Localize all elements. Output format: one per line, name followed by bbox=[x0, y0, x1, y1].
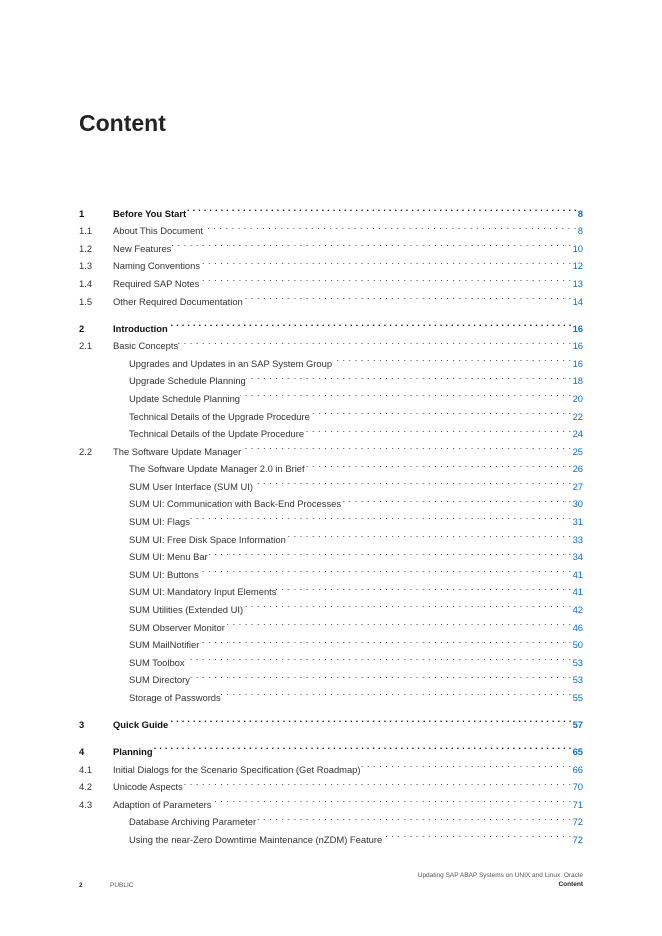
dot-leader bbox=[341, 490, 572, 508]
toc-entry-label: SUM UI: Free Disk Space Information bbox=[129, 533, 286, 545]
dot-leader bbox=[183, 773, 572, 791]
toc-entry-page-link[interactable]: 18 bbox=[572, 375, 583, 387]
dot-leader bbox=[241, 437, 571, 455]
dot-leader bbox=[305, 455, 572, 473]
dot-leader bbox=[171, 234, 571, 252]
toc-entry-label: SUM Directory bbox=[129, 674, 190, 686]
toc-entry-page-link[interactable]: 34 bbox=[572, 551, 583, 563]
toc-entry-page-link[interactable]: 12 bbox=[572, 260, 583, 272]
dot-leader bbox=[168, 314, 572, 332]
dot-leader bbox=[221, 683, 572, 701]
toc-entry-label: Technical Details of the Update Procedure bbox=[129, 428, 305, 440]
toc-entry-label: Quick Guide bbox=[113, 719, 169, 730]
footer-page-number: 2 bbox=[79, 882, 83, 889]
dot-leader bbox=[225, 613, 572, 631]
dot-leader bbox=[243, 287, 572, 305]
toc-entry-label: The Software Update Manager bbox=[113, 445, 242, 457]
dot-leader bbox=[304, 420, 571, 438]
dot-leader bbox=[168, 710, 571, 728]
toc-entry-page-link[interactable]: 41 bbox=[572, 568, 583, 580]
toc-entry-page-link[interactable]: 14 bbox=[572, 295, 583, 307]
toc-entry-page-link[interactable]: 26 bbox=[572, 463, 583, 475]
toc-entry-label: Initial Dialogs for the Scenario Specification (Get Roadmap) bbox=[113, 763, 361, 775]
toc-entry-label: Technical Details of the Upgrade Procedure bbox=[129, 410, 310, 422]
toc-entry-page-link[interactable]: 24 bbox=[572, 428, 583, 440]
toc-entry-page-link[interactable]: 53 bbox=[572, 656, 583, 668]
toc-entry-page-link[interactable]: 20 bbox=[572, 392, 583, 404]
toc-entry-number: 1.2 bbox=[79, 242, 93, 254]
toc-entry-label: SUM Observer Monitor bbox=[129, 621, 225, 633]
toc-entry-number: 4 bbox=[79, 745, 85, 757]
toc-entry-page-link[interactable]: 41 bbox=[572, 586, 583, 598]
dot-leader bbox=[332, 349, 571, 367]
toc-entry-page-link[interactable]: 72 bbox=[572, 816, 583, 828]
dot-leader bbox=[310, 402, 572, 420]
toc-entry-label: SUM UI: Buttons bbox=[129, 568, 199, 580]
toc-entry-page-link[interactable]: 70 bbox=[572, 781, 583, 793]
toc-entry-page-link[interactable]: 55 bbox=[572, 692, 583, 704]
toc-entry-number: 2.1 bbox=[79, 340, 93, 352]
toc-entry-label: Naming Conventions bbox=[113, 260, 201, 272]
toc-entry[interactable] bbox=[79, 314, 583, 332]
toc-entry-label: SUM UI: Mandatory Input Elements bbox=[129, 586, 277, 598]
toc-entry-label: Adaption of Parameters bbox=[113, 798, 212, 810]
footer-document-title: Updating SAP ABAP Systems on UNIX and Linux: Oracle bbox=[417, 872, 583, 879]
dot-leader bbox=[178, 332, 571, 350]
toc-entry[interactable] bbox=[79, 755, 583, 773]
dot-leader bbox=[199, 631, 571, 649]
toc-entry-page-link[interactable]: 10 bbox=[572, 242, 583, 254]
toc-entry-label: Other Required Documentation bbox=[113, 295, 243, 307]
toc-entry[interactable] bbox=[79, 737, 583, 755]
dot-leader bbox=[256, 808, 571, 826]
toc-entry-label: Planning bbox=[113, 745, 153, 757]
toc-entry-page-link[interactable]: 16 bbox=[572, 357, 583, 369]
toc-entry-number: 2.2 bbox=[79, 445, 93, 457]
toc-entry-number: 1.4 bbox=[79, 277, 93, 289]
toc-entry-label: Database Archiving Parameter bbox=[129, 816, 257, 828]
dot-leader bbox=[208, 543, 572, 561]
toc-entry-label: New Features bbox=[113, 242, 172, 254]
toc-entry-label: Upgrades and Updates in an SAP System Group bbox=[129, 357, 333, 369]
toc-entry-label: SUM Utilities (Extended UI) bbox=[129, 604, 244, 616]
toc-entry-page-link[interactable]: 46 bbox=[572, 621, 583, 633]
toc-entry-number: 1.5 bbox=[79, 295, 93, 307]
toc-entry-label: SUM UI: Communication with Back-End Processes bbox=[129, 498, 342, 510]
dot-leader bbox=[186, 199, 577, 217]
dot-leader bbox=[200, 252, 572, 270]
dot-leader bbox=[203, 217, 577, 235]
footer-classification: PUBLIC bbox=[110, 882, 134, 889]
toc-entry-label: Unicode Aspects bbox=[113, 781, 183, 793]
toc-entry-page-link[interactable]: 8 bbox=[577, 207, 583, 219]
table-of-contents bbox=[79, 199, 583, 843]
toc-entry-label: Before You Start bbox=[113, 207, 187, 219]
dot-leader bbox=[243, 595, 571, 613]
toc-entry-label: Using the near-Zero Downtime Maintenance (nZDM) Feature bbox=[129, 833, 383, 845]
toc-entry-label: SUM MailNotifier bbox=[129, 639, 200, 651]
dot-leader bbox=[190, 507, 572, 525]
toc-entry-number: 1.3 bbox=[79, 260, 93, 272]
toc-entry-page-link[interactable]: 25 bbox=[572, 445, 583, 457]
toc-entry-page-link[interactable]: 27 bbox=[572, 480, 583, 492]
toc-entry-label: SUM UI: Flags bbox=[129, 516, 190, 528]
dot-leader bbox=[240, 384, 572, 402]
toc-entry-page-link[interactable]: 42 bbox=[572, 604, 583, 616]
footer-section: Content bbox=[558, 881, 583, 888]
toc-entry-label: Storage of Passwords bbox=[129, 692, 221, 704]
toc-entry-label: The Software Update Manager 2.0 in Brief bbox=[129, 463, 305, 475]
dot-leader bbox=[185, 648, 572, 666]
toc-entry-label: Introduction bbox=[113, 322, 168, 334]
toc-entry-label: Update Schedule Planning bbox=[129, 392, 241, 404]
dot-leader bbox=[361, 755, 572, 773]
dot-leader bbox=[199, 560, 572, 578]
toc-entry-number: 4.2 bbox=[79, 781, 93, 793]
toc-entry-page-link[interactable]: 22 bbox=[572, 410, 583, 422]
toc-entry[interactable] bbox=[79, 710, 583, 728]
toc-entry-page-link[interactable]: 8 bbox=[577, 225, 583, 237]
toc-entry-page-link[interactable]: 16 bbox=[572, 340, 583, 352]
dot-leader bbox=[382, 825, 571, 843]
toc-entry[interactable] bbox=[79, 199, 583, 217]
dot-leader bbox=[286, 525, 572, 543]
dot-leader bbox=[212, 790, 572, 808]
toc-entry-page-link[interactable]: 65 bbox=[572, 745, 583, 757]
toc-entry-label: Basic Concepts bbox=[113, 340, 179, 352]
toc-entry-number: 1.1 bbox=[79, 225, 93, 237]
toc-entry-label: About This Document bbox=[113, 225, 203, 237]
toc-entry-label: SUM User Interface (SUM UI) bbox=[129, 480, 253, 492]
toc-entry-page-link[interactable]: 33 bbox=[572, 533, 583, 545]
toc-entry-label: Required SAP Notes bbox=[113, 277, 200, 289]
toc-entry-number: 3 bbox=[79, 719, 85, 730]
toc-entry-label: SUM Toolbox bbox=[129, 656, 185, 668]
toc-entry-number: 4.3 bbox=[79, 798, 93, 810]
toc-entry-label: Upgrade Schedule Planning bbox=[129, 375, 246, 387]
dot-leader bbox=[276, 578, 571, 596]
toc-entry-page-link[interactable]: 53 bbox=[572, 674, 583, 686]
dot-leader bbox=[246, 367, 572, 385]
page-title: Content bbox=[79, 110, 166, 136]
toc-entry-number: 2 bbox=[79, 322, 85, 334]
toc-entry-page-link[interactable]: 72 bbox=[572, 833, 583, 845]
toc-entry-number: 4.1 bbox=[79, 763, 93, 775]
toc-entry-page-link[interactable]: 50 bbox=[572, 639, 583, 651]
toc-entry-number: 1 bbox=[79, 207, 85, 219]
dot-leader bbox=[253, 472, 572, 490]
dot-leader bbox=[199, 269, 571, 287]
toc-entry-page-link[interactable]: 13 bbox=[572, 277, 583, 289]
toc-entry-page-link[interactable]: 30 bbox=[572, 498, 583, 510]
toc-entry-page-link[interactable]: 66 bbox=[572, 763, 583, 775]
dot-leader bbox=[190, 666, 572, 684]
toc-entry-page-link[interactable]: 57 bbox=[572, 719, 583, 730]
toc-entry-page-link[interactable]: 31 bbox=[572, 516, 583, 528]
toc-entry-label: SUM UI: Menu Bar bbox=[129, 551, 208, 563]
toc-entry-page-link[interactable]: 16 bbox=[572, 322, 583, 334]
dot-leader bbox=[153, 737, 572, 755]
toc-entry-page-link[interactable]: 71 bbox=[572, 798, 583, 810]
